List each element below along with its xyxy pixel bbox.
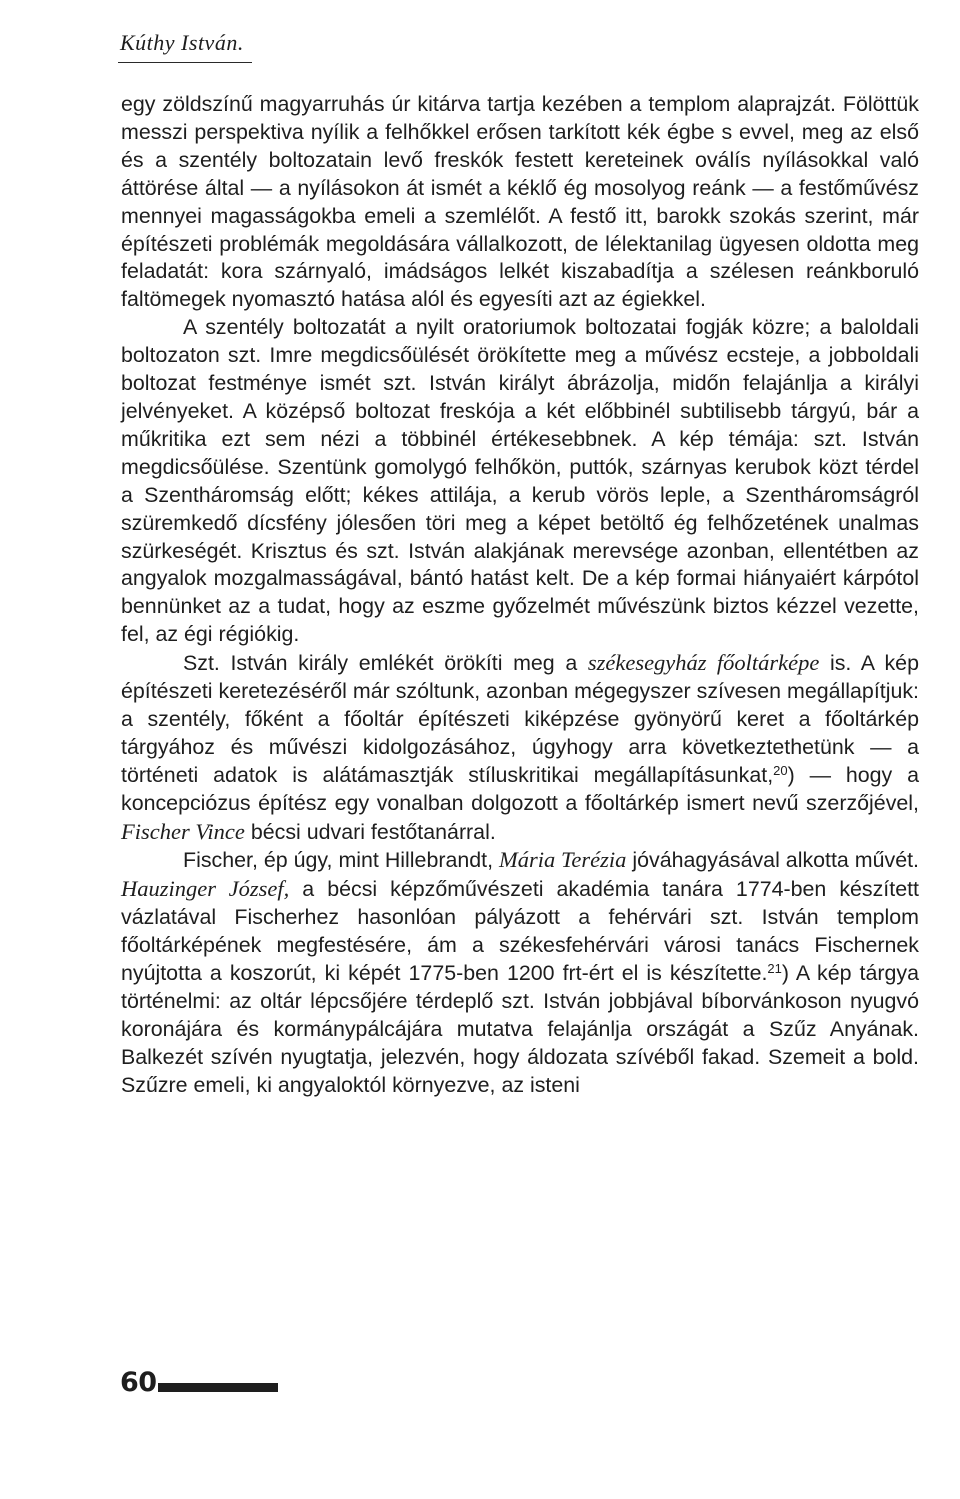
- italic-text: Mária Terézia: [499, 847, 627, 873]
- text-run: a bécsi képzőművészeti akadémia tanára 1774-ben készített vázlatával Fischerhez hasonlóan pályázott a fehérvári szt. István templom főoltárképének megfestésére, ám a székesfehérvári városi tanács Fischernek nyújtotta a koszorút, ki képét 1775-ben 1200 frt-ért el is készítette.: [121, 877, 919, 986]
- header-rule: [118, 62, 252, 63]
- paragraph: [121, 649, 919, 846]
- paragraph: [121, 91, 919, 314]
- text-run: ) — hogy a koncepciózus építész egy vonalban dolgozott a főoltárkép ismert nevű szerzőjével,: [121, 762, 920, 815]
- text-run: bécsi udvari festőtanárral.: [244, 819, 496, 844]
- body-text: [121, 91, 919, 1100]
- paragraph: [121, 846, 919, 1099]
- page-number-bar: [158, 1383, 278, 1392]
- page-number: 60: [120, 1367, 157, 1398]
- italic-text: Hauzinger József,: [121, 876, 290, 902]
- italic-text: székesegyház főoltárképe: [587, 650, 820, 676]
- footnote-ref: 20: [773, 762, 788, 778]
- running-head-author: Kúthy István.: [120, 30, 244, 55]
- text-run: jóváhagyásával alkotta művét.: [626, 848, 919, 873]
- italic-text: Fischer Vince: [121, 818, 245, 844]
- text-run: A szentély boltozatát a nyilt oratoriumok boltozatai fogják közre; a baloldali boltozaton szt. Imre megdicsőülését örökítette meg a művész ecsteje, a jobboldali boltozat festménye ismét szt. István királyt ábrázolja, midőn felajánlja a királyi jelvényeket. A középső boltozat freskója a két előbbinél subtilisebb tárgyú, bár a műkritika ezt sem nézi a többinél értékesebbnek. A kép témája: szt. István megdicsőülése. Szentünk gomolygó felhőkön, puttók, szárnyas kerubok közt térdel a Szentháromság előtt; kékes attilája, a kerub vörös leple, a Szentháromságról szüremkedő dícsfény jólesően töri meg a képet betöltő ég felhőzetének unalmas szürkeségét. Krisztus és szt. István alakjának merevsége azonban, ellentétben az angyalok mozgalmasságával, bántó hatást kelt. De a kép formai hiányaiért kárpótol bennünket az a tudat, hogy az eszme győzelmét művészünk biztos kézzel vezette, fel, az égi régiókig.: [121, 315, 919, 647]
- paragraph: [121, 314, 919, 649]
- text-run: Fischer, ép úgy, mint Hillebrandt,: [183, 848, 500, 873]
- text-run: is. A kép építészeti keretezéséről már szóltunk, azonban mégegyszer szívesen megállapítjuk: a szentély, főként a főoltár építészeti kiképzése gyönyörű keret a főoltárkép tárgyához és művészi kidolgozásához, úgyhogy arra következtethetünk — a történeti adatok is alátámasztják stíluskritikai megállapításunkat,: [121, 651, 919, 787]
- text-run: Szt. István király emlékét örökíti meg a: [183, 651, 588, 676]
- text-run: egy zöldszínű magyarruhás úr kitárva tartja kezében a templom alaprajzát. Fölöttük messzi perspektiva nyílik a felhőkkel erősen tarkított kék égbe s evvel, meg az első és a szentély boltozatain levő freskók festett kereteinek oválís nyílásokkal való áttörése által — a nyílásokon át ismét a kéklő ég mosolyog reánk — a festőművész mennyei magasságokba emeli a szemlélőt. A festő itt, barokk szokás szerint, már építészeti problémák megoldására vállalkozott, de lélektanilag ügyesen oldotta meg feladatát: kora szárnyaló, imádságos lelkét kiszabadítja a szélesen reánkboruló faltömegek nyomasztó hatása alól és egyesíti azt az égiekkel.: [121, 92, 919, 312]
- text-run: ) A kép tárgya történelmi: az oltár lépcsőjére térdeplő szt. István jobbjával bíborvánkoson nyugvó koronájára és kormánypálcájára mutatva felajánlja országát a Szűz Anyának. Balkezét szívén nyugtatja, jelezvén, hogy áldozata szívéből fakad. Szemeit a bold. Szűzre emeli, ki angyaloktól környezve, az isteni: [121, 961, 919, 1097]
- footnote-ref: 21: [767, 961, 782, 977]
